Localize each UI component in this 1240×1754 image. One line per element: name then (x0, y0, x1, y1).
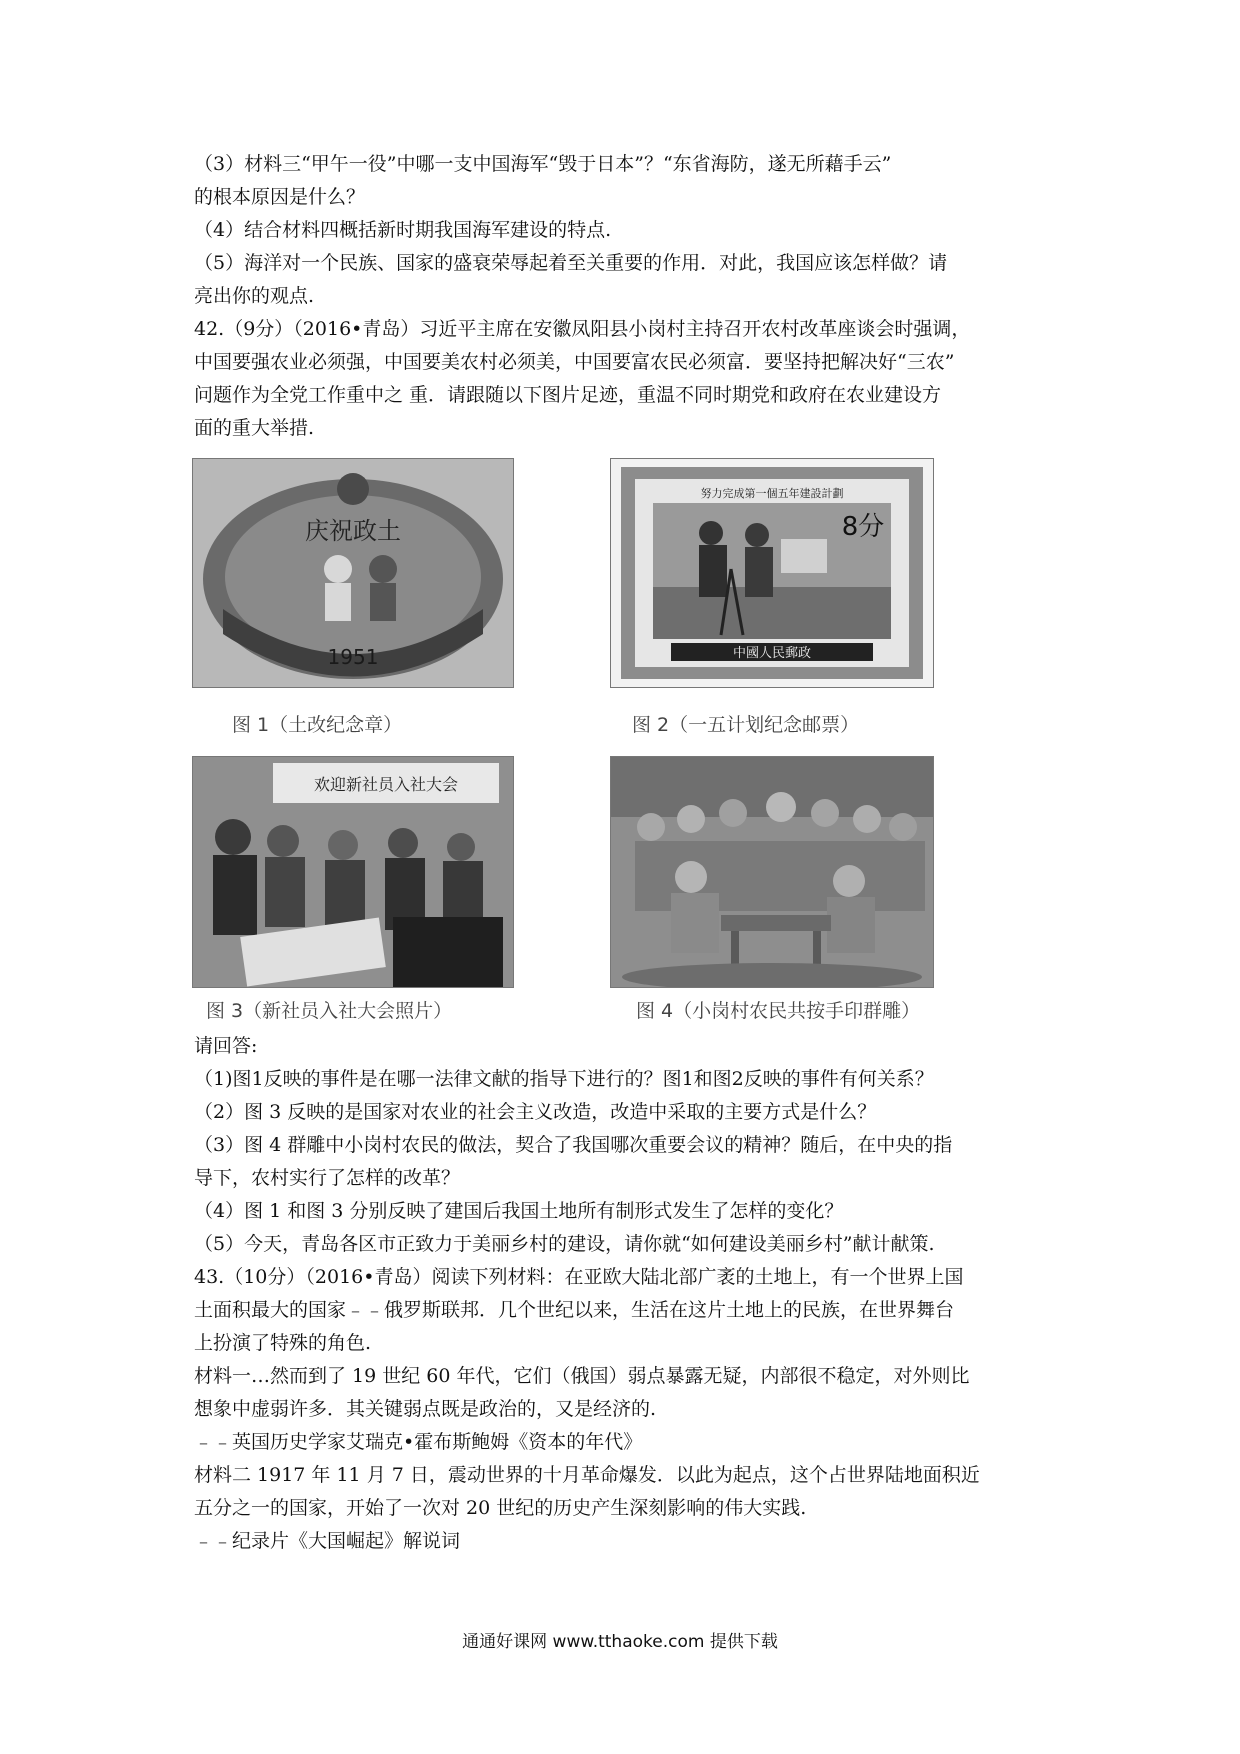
text-line: （3）材料三“甲午一役”中哪一支中国海军“毁于日本”？“东省海防，遂无所藉手云” (194, 153, 892, 175)
page-footer: 通通好课网 www.tthaoke.com 提供下载 (462, 1632, 778, 1652)
text-line: 请回答: (194, 1035, 258, 1057)
text-line: （4）图 1 和图 3 分别反映了建国后我国土地所有制形式发生了怎样的变化？ (194, 1200, 844, 1222)
question-42-heading: 42.（9分）（2016•青岛）习近平主席在安徽凤阳县小岗村主持召开农村改革座谈会时强调， (194, 318, 971, 340)
figure-4-xiaogang-sculpture (610, 756, 934, 988)
figure-3-cooperative-meeting-photo (192, 756, 514, 988)
text-line: 亮出你的观点. (194, 285, 315, 307)
figure-2-caption: 图 2（一五计划纪念邮票） (632, 714, 860, 736)
questions-text (194, 1030, 1056, 1558)
text-line: （3）图 4 群雕中小岗村农民的做法，契合了我国哪次重要会议的精神？随后，在中央的指 (194, 1134, 953, 1156)
figure-4-caption: 图 4（小岗村农民共按手印群雕） (636, 1000, 921, 1022)
text-line: （5）海洋对一个民族、国家的盛衰荣辱起着至关重要的作用．对此，我国应该怎样做？请 (194, 252, 948, 274)
text-line: 的根本原因是什么？ (194, 186, 366, 208)
text-line: 土面积最大的国家﹣﹣俄罗斯联邦．几个世纪以来，生活在这片土地上的民族，在世界舞台 (194, 1299, 955, 1321)
question-43-heading: 43.（10分）（2016•青岛）阅读下列材料：在亚欧大陆北部广袤的土地上，有一个世界上国 (194, 1266, 964, 1288)
text-line: （5）今天，青岛各区市正致力于美丽乡村的建设，请你就“如何建设美丽乡村”献计献策. (194, 1233, 935, 1255)
text-line: 面的重大举措. (194, 417, 315, 439)
text-line: （2）图 3 反映的是国家对农业的社会主义改造，改造中采取的主要方式是什么？ (194, 1101, 877, 1123)
text-line: ﹣﹣英国历史学家艾瑞克•霍布斯鲍姆《资本的年代》 (194, 1431, 643, 1453)
intro-text (194, 148, 1056, 445)
text-line: 上扮演了特殊的角色. (194, 1332, 372, 1354)
text-line: 材料一…然而到了 19 世纪 60 年代，它们（俄国）弱点暴露无疑，内部很不稳定，对外则比 (194, 1365, 970, 1387)
text-line: 五分之一的国家，开始了一次对 20 世纪的历史产生深刻影响的伟大实践. (194, 1497, 807, 1519)
text-line: 问题作为全党工作重中之 重．请跟随以下图片足迹，重温不同时期党和政府在农业建设方 (194, 384, 942, 406)
text-line: 材料二 1917 年 11 月 7 日，震动世界的十月革命爆发．以此为起点，这个占世界陆地面积近 (194, 1464, 980, 1486)
figure-3-caption: 图 3（新社员入社大会照片） (206, 1000, 453, 1022)
text-line: 导下，农村实行了怎样的改革？ (194, 1167, 461, 1189)
stamp-top-text: 努力完成第一個五年建設計劃 (700, 487, 844, 500)
text-line: ﹣﹣纪录片《大国崛起》解说词 (194, 1530, 461, 1552)
text-line: （4）结合材料四概括新时期我国海军建设的特点. (194, 219, 612, 241)
stamp-value: 8分 (841, 512, 885, 542)
text-line: 想象中虚弱许多．其关键弱点既是政治的，又是经济的. (194, 1398, 657, 1420)
stamp-bottom-text: 中國人民郵政 (732, 646, 812, 661)
figure-1-caption: 图 1（土改纪念章） (232, 714, 403, 736)
photo-banner-text: 欢迎新社员入社大会 (313, 775, 459, 794)
text-line: 中国要强农业必须强，中国要美农村必须美，中国要富农民必须富．要坚持把解决好“三农” (194, 351, 955, 373)
figure-2-five-year-plan-stamp (610, 458, 934, 688)
figure-1-land-reform-badge (192, 458, 514, 688)
text-line: （1)图1反映的事件是在哪一法律文献的指导下进行的？图1和图2反映的事件有何关系？ (194, 1068, 934, 1090)
badge-year: 1951 (327, 645, 379, 669)
badge-title: 庆祝政土 (305, 517, 401, 545)
